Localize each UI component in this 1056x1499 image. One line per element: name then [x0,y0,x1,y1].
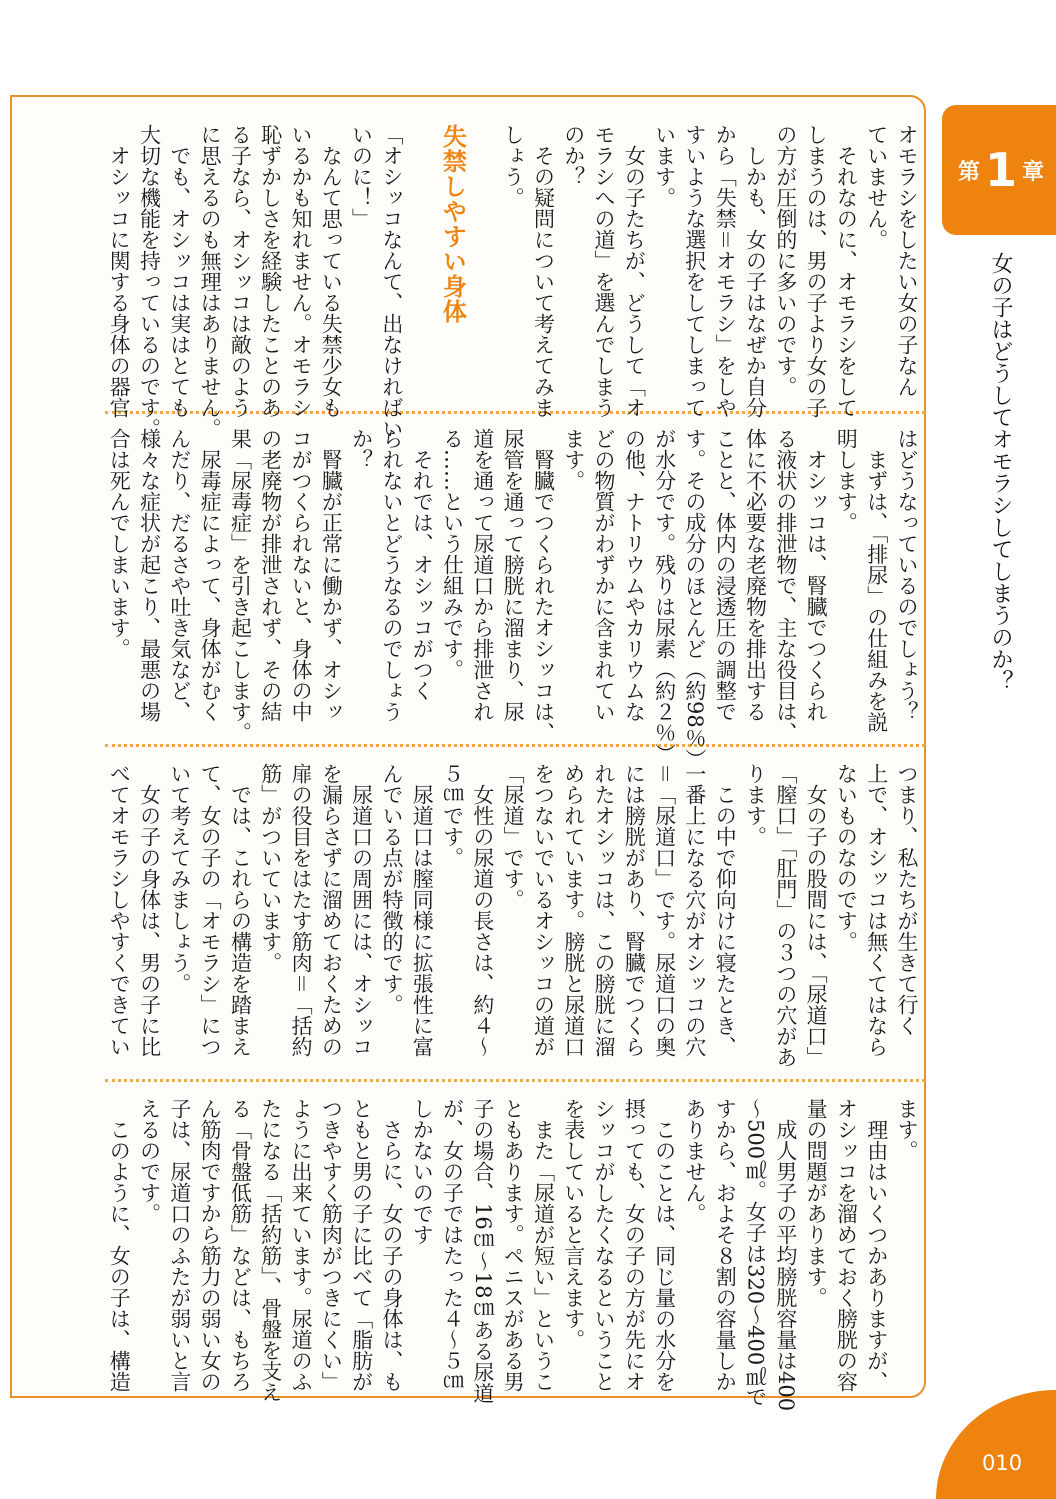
page-number-badge [936,1390,1056,1499]
text-column: んだり、だるさや吐き気など、 [167,428,192,722]
text-column: また「尿道が短い」というこ [531,1098,556,1392]
text-column: では、これらの構造を踏まえ [228,763,253,1057]
text-column: 「膣口」「肛門」の３つの穴があ [773,763,798,1068]
text-column: が水分です。残りは尿素（約２％） [652,428,677,764]
text-column: べてオモラシしやすくできてい [107,763,132,1057]
text-column: ん筋肉ですから筋力の弱い女の [198,1098,223,1392]
text-column: しょう。 [501,124,526,208]
text-column: ことと、体内の浸透圧の調整で [713,428,738,722]
dotted-divider [105,744,925,747]
text-column: が、女の子ではたった４〜５㎝ [440,1098,465,1392]
text-column: められています。膀胱と尿道口 [561,763,586,1057]
page-number: 010 [982,1451,1023,1475]
text-tier-1 [104,124,922,439]
text-column: をつないでいるオシッコの道が [531,763,556,1057]
text-column: それでは、オシッコがつく [410,428,435,701]
text-column: ように出来ています。尿道のふ [289,1098,314,1392]
text-column: 「尿道」です。 [501,763,526,910]
text-column: ないものなのです。 [834,763,859,952]
text-column: シッコがしたくなるということ [592,1098,617,1392]
text-column: 〜500㎖。女子は320〜400㎖で [743,1098,768,1408]
text-column: を漏らさずに溜めておくための [319,763,344,1057]
text-column: ます。 [561,428,586,491]
text-column: のか？ [561,124,586,187]
text-column: たになる「括約筋」、骨盤を支え [258,1098,283,1403]
text-column: ます。 [895,1098,919,1161]
text-column: この中で仰向けに寝たとき、 [713,763,738,1057]
text-column: このことは、同じ量の水分を [652,1098,677,1392]
text-column: す。その成分のほとんど（約98％） [682,428,707,770]
text-column: 摂っても、女の子の方が先にオ [622,1098,647,1392]
text-column: られないとどうなるのでしょう [379,428,404,722]
chapter-title: 女の子はどうしてオモラシしてしまうのか？ [988,252,1013,692]
text-column: 理由はいくつかありますが、 [864,1098,889,1392]
text-column: その疑問について考えてみま [531,124,556,418]
text-column: 果「尿毒症」を引き起こします。 [228,428,253,743]
text-column: る……という仕組みです。 [440,428,465,680]
text-column: る液状の排泄物で、主な役目は、 [773,428,798,743]
text-column: 女の子たちが、どうして「オ [622,124,647,418]
text-column: 様々な症状が起こり、最悪の場 [137,428,162,722]
text-column: ５㎝です。 [440,763,465,868]
text-column: ともと男の子に比べて「脂肪が [349,1098,374,1392]
text-column: れたオシッコは、この膀胱に溜 [592,763,617,1057]
text-column: ＝「尿道口」です。尿道口の奥 [652,763,677,1057]
text-tier-2 [104,428,922,770]
text-column: る「骨盤低筋」などは、もちろ [228,1098,253,1392]
text-column: 「オシッコなんて、出なければい [379,124,404,439]
text-tier-3 [104,763,922,1068]
text-column: ありません。 [682,1098,707,1224]
text-column: 大切な機能を持っているのです。 [137,124,162,439]
text-column: 量の問題があります。 [804,1098,829,1308]
text-column: 一番上になる穴がオシッコの穴 [682,763,707,1057]
text-column: モラシへの道」を選んでしまう [592,124,617,418]
text-column: 尿管を通って膀胱に溜まり、尿 [501,428,526,722]
text-column: を表していると言えます。 [561,1098,586,1350]
text-column: 恥ずかしさを経験したことのあ [258,124,283,418]
text-column: の老廃物が排泄されず、その結 [258,428,283,722]
text-column: 女の子の股間には、「尿道口」 [804,763,829,1068]
text-column: このように、女の子は、構造 [107,1098,132,1392]
text-column: 合は死んでしまいます。 [107,428,132,659]
text-column: 子は、尿道口のふたが弱いと言 [167,1098,192,1392]
text-column: 成人男子の平均膀胱容量は400 [773,1098,798,1412]
text-column: ります。 [743,763,768,847]
text-column: 女性の尿道の長さは、約４〜 [470,763,495,1057]
text-column: て、女の子の「オモラシ」につ [198,763,223,1057]
section-heading-text: 失禁しやすい身体 [438,124,467,324]
text-column: オモラシをしたい女の子なん [895,124,919,397]
text-column: まずは、「排尿」の仕組みを説 [864,428,889,733]
text-column: しかないのです [410,1098,435,1245]
text-column: さらに、女の子の身体は、も [379,1098,404,1392]
text-column: オシッコは、腎臓でつくられ [804,428,829,722]
text-column: つきやすく筋肉がつきにくい」 [319,1098,344,1392]
text-column: 筋」がついています。 [258,763,283,973]
text-column: 道を通って尿道口から排泄され [470,428,495,722]
text-column: か？ [349,428,374,470]
text-column: 尿道口は膣同様に拡張性に富 [410,763,435,1057]
text-column: んでいる点が特徴的です。 [379,763,404,1015]
text-column: すいような選択をしてしまって [682,124,707,418]
text-column: いのに！」 [349,124,374,229]
text-column: の方が圧倒的に多いのです。 [773,124,798,397]
chapter-tab [942,105,1056,235]
text-column: つまり、私たちが生きて行く [895,763,919,1036]
text-column: 上で、オシッコは無くてはなら [864,763,889,1057]
text-column: には膀胱があり、腎臓でつくら [622,763,647,1057]
text-column: 女の子の身体は、男の子に比 [137,763,162,1057]
chapter-suffix: 章 [1022,159,1045,185]
text-column: 体に不必要な老廃物を排出する [743,428,768,722]
text-column: どの物質がわずかに含まれてい [592,428,617,722]
text-column: でも、オシッコは実はとても [167,124,192,418]
dotted-divider [105,1079,925,1082]
text-column: る子なら、オシッコは敵のよう [228,124,253,418]
text-column: から「失禁＝オモラシ」をしや [713,124,738,418]
text-column: 子の場合、16㎝〜18㎝ある尿道 [470,1098,495,1404]
text-tier-4 [104,1098,922,1412]
text-column: なんて思っている失禁少女も [319,124,344,418]
text-column: の他、ナトリウムやカリウムな [622,428,647,722]
text-column: しかも、女の子はなぜか自分 [743,124,768,418]
text-column: に思えるのも無理はありません。 [198,124,223,439]
text-column: すから、およそ８割の容量しか [713,1098,738,1392]
text-column: 尿毒症によって、身体がむく [198,428,223,722]
text-column: います。 [652,124,677,208]
text-column: コがつくられないと、身体の中 [289,428,314,722]
text-column: 腎臓が正常に働かず、オシッ [319,428,344,722]
text-column: それなのに、オモラシをして [834,124,859,418]
text-column: 扉の役目をはたす筋肉＝「括約 [289,763,314,1057]
text-column: オシッコに関する身体の器官 [107,124,132,418]
text-column: 尿道口の周囲には、オシッコ [349,763,374,1057]
chapter-prefix: 第 [958,159,981,185]
text-column: 明します。 [834,428,859,533]
text-column: しまうのは、男の子より女の子 [804,124,829,418]
text-column: 腎臓でつくられたオシッコは、 [531,428,556,743]
text-column: いるかも知れません。オモラシ [288,124,313,418]
text-column: えるのです。 [137,1098,162,1224]
chapter-number: 1 [985,143,1018,197]
section-heading [407,124,498,424]
text-column: はどうなっているのでしょう？ [895,428,919,722]
text-column: オシッコを溜めておく膀胱の容 [834,1098,859,1392]
text-column: ていません。 [864,124,889,250]
text-column: ともあります。ペニスがある男 [501,1098,526,1392]
text-column: いて考えてみましょう。 [167,763,192,994]
